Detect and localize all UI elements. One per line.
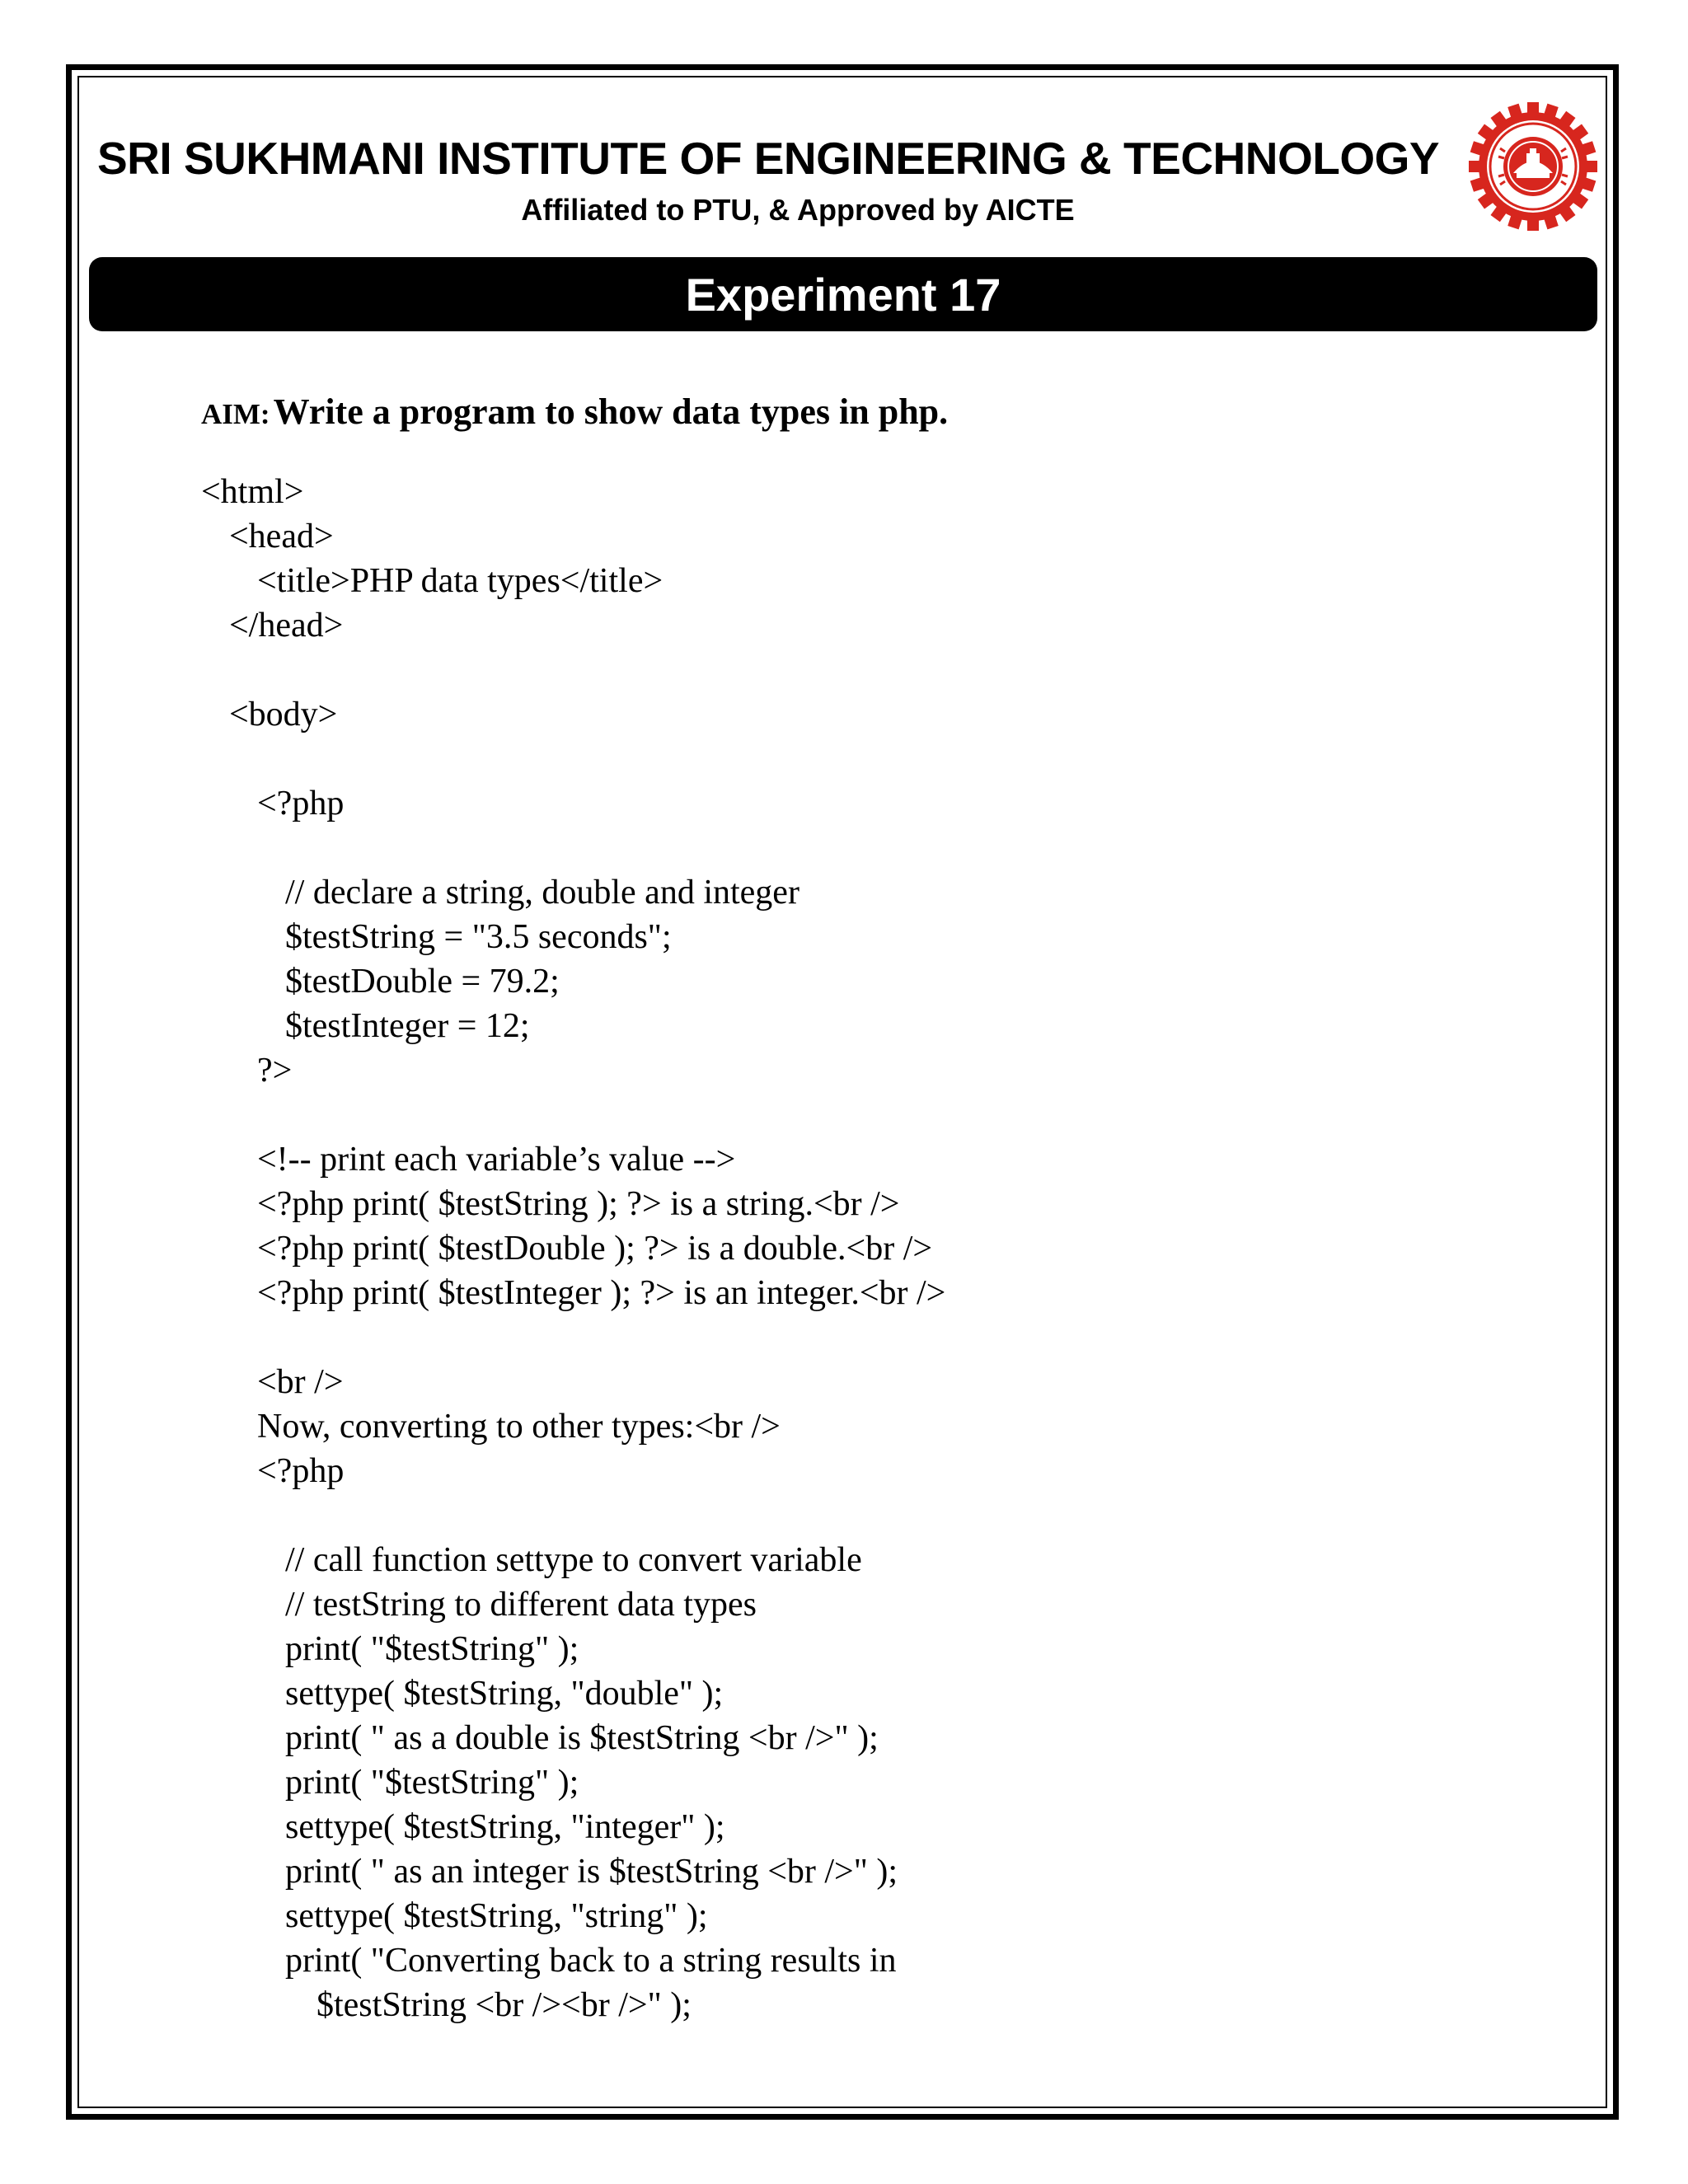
code-line: // call function settype to convert variable: [285, 1541, 862, 1579]
code-line: settype( $testString, "string" );: [285, 1897, 708, 1935]
code-line: <br />: [257, 1363, 344, 1401]
code-line: print( "$testString" );: [285, 1630, 579, 1668]
code-line: <!-- print each variable’s value -->: [257, 1141, 736, 1179]
experiment-title-bar: [89, 257, 1597, 331]
aim-label: AIM:: [201, 398, 270, 430]
code-line: Now, converting to other types:<br />: [257, 1408, 781, 1446]
institute-seal-icon: [1467, 101, 1599, 232]
aim-text: Write a program to show data types in php.: [273, 391, 949, 432]
code-line: // declare a string, double and integer: [285, 874, 799, 912]
code-line: $testString <br /><br />" );: [316, 1986, 692, 2024]
code-listing: [201, 470, 945, 2027]
code-line: </head>: [229, 607, 344, 644]
code-line: [201, 1315, 945, 1360]
code-line: $testInteger = 12;: [285, 1007, 530, 1045]
code-line: [201, 648, 945, 692]
code-line: print( "Converting back to a string results in: [285, 1942, 897, 1980]
code-line: <?php: [257, 785, 345, 823]
code-line: <body>: [229, 696, 338, 733]
code-line: ?>: [257, 1052, 293, 1090]
experiment-title: Experiment 17: [685, 268, 1001, 321]
code-line: <?php print( $testDouble ); ?> is a double.<br />: [257, 1230, 933, 1268]
code-line: // testString to different data types: [285, 1586, 757, 1624]
code-line: <?php: [257, 1452, 345, 1490]
code-line: settype( $testString, "double" );: [285, 1675, 724, 1713]
code-line: <?php print( $testInteger ); ?> is an integer.<br />: [257, 1274, 946, 1312]
aim-statement: [201, 391, 948, 433]
code-line: print( " as an integer is $testString <br />" );: [285, 1853, 898, 1891]
code-line: <?php print( $testString ); ?> is a string.<br />: [257, 1185, 900, 1223]
code-line: settype( $testString, "integer" );: [285, 1808, 725, 1846]
code-line: [201, 1093, 945, 1137]
code-line: $testString = "3.5 seconds";: [285, 918, 672, 956]
code-line: <head>: [229, 518, 334, 555]
code-line: <html>: [201, 473, 304, 511]
code-line: [201, 737, 945, 781]
institute-name: SRI SUKHMANI INSTITUTE OF ENGINEERING & TECHNOLOGY: [97, 133, 1440, 184]
code-line: [201, 1493, 945, 1538]
code-line: [201, 826, 945, 870]
code-line: $testDouble = 79.2;: [285, 963, 560, 1001]
code-line: <title>PHP data types</title>: [257, 562, 663, 600]
affiliation-line: Affiliated to PTU, & Approved by AICTE: [521, 193, 1075, 227]
code-line: print( " as a double is $testString <br />" );: [285, 1719, 879, 1757]
code-line: print( "$testString" );: [285, 1764, 579, 1802]
